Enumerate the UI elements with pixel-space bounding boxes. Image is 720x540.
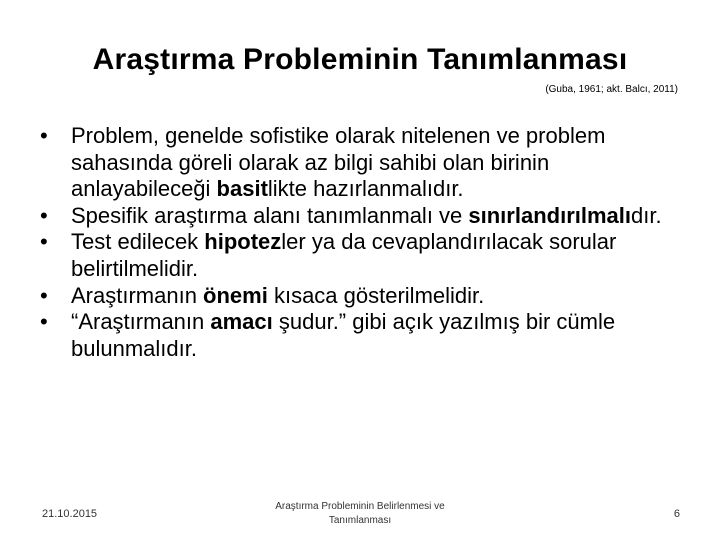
- bullet-icon: •: [40, 282, 48, 308]
- bullet-text: dır.: [631, 202, 662, 228]
- bullet-text: Spesifik araştırma alanı tanımlanmalı ve: [71, 202, 469, 228]
- bullet-icon: •: [40, 202, 48, 228]
- bullet-emphasis: hipotez: [204, 229, 282, 255]
- bullet-icon: •: [40, 229, 48, 255]
- bullet-item: [40, 309, 680, 362]
- bullet-text: Problem, genelde sofistike olarak nitelenen ve problem sahasında göreli olarak az bilgi sahibi olan birinin anlayabileceği: [71, 123, 606, 202]
- citation: (Guba, 1961; akt. Balcı, 2011): [545, 84, 678, 95]
- bullet-item: [40, 203, 680, 230]
- bullet-text: şudur.” gibi açık yazılmış bir cümle bulunmalıdır.: [71, 309, 616, 361]
- slide-title: Araştırma Probleminin Tanımlanması: [92, 43, 628, 76]
- bullet-item: [40, 229, 680, 282]
- footer-date: 21.10.2015: [42, 508, 98, 520]
- bullet-emphasis: önemi: [203, 282, 268, 308]
- bullet-item: [40, 123, 680, 203]
- bullet-text: ler ya da cevaplandırılacak sorular belirtilmelidir.: [71, 229, 617, 281]
- footer-title-line: Araştırma Probleminin Belirlenmesi ve: [275, 501, 445, 512]
- bullet-text: Araştırmanın: [71, 282, 204, 308]
- bullet-emphasis: amacı: [210, 309, 273, 335]
- bullet-icon: •: [40, 123, 48, 148]
- bullet-icon: •: [40, 309, 48, 335]
- bullet-text: Test edilecek: [71, 229, 205, 255]
- bullet-item: [40, 283, 680, 310]
- bullet-emphasis: basit: [216, 176, 268, 202]
- bullet-list: [40, 123, 680, 362]
- bullet-text: “Araştırmanın: [71, 309, 211, 335]
- bullet-text: likte hazırlanmalıdır.: [267, 176, 464, 202]
- bullet-text: kısaca gösterilmelidir.: [267, 282, 485, 308]
- bullet-emphasis: sınırlandırılmalı: [468, 202, 631, 228]
- page-number: 6: [673, 508, 680, 520]
- footer-title-line: Tanımlanması: [328, 515, 392, 526]
- footer-title: [260, 500, 460, 528]
